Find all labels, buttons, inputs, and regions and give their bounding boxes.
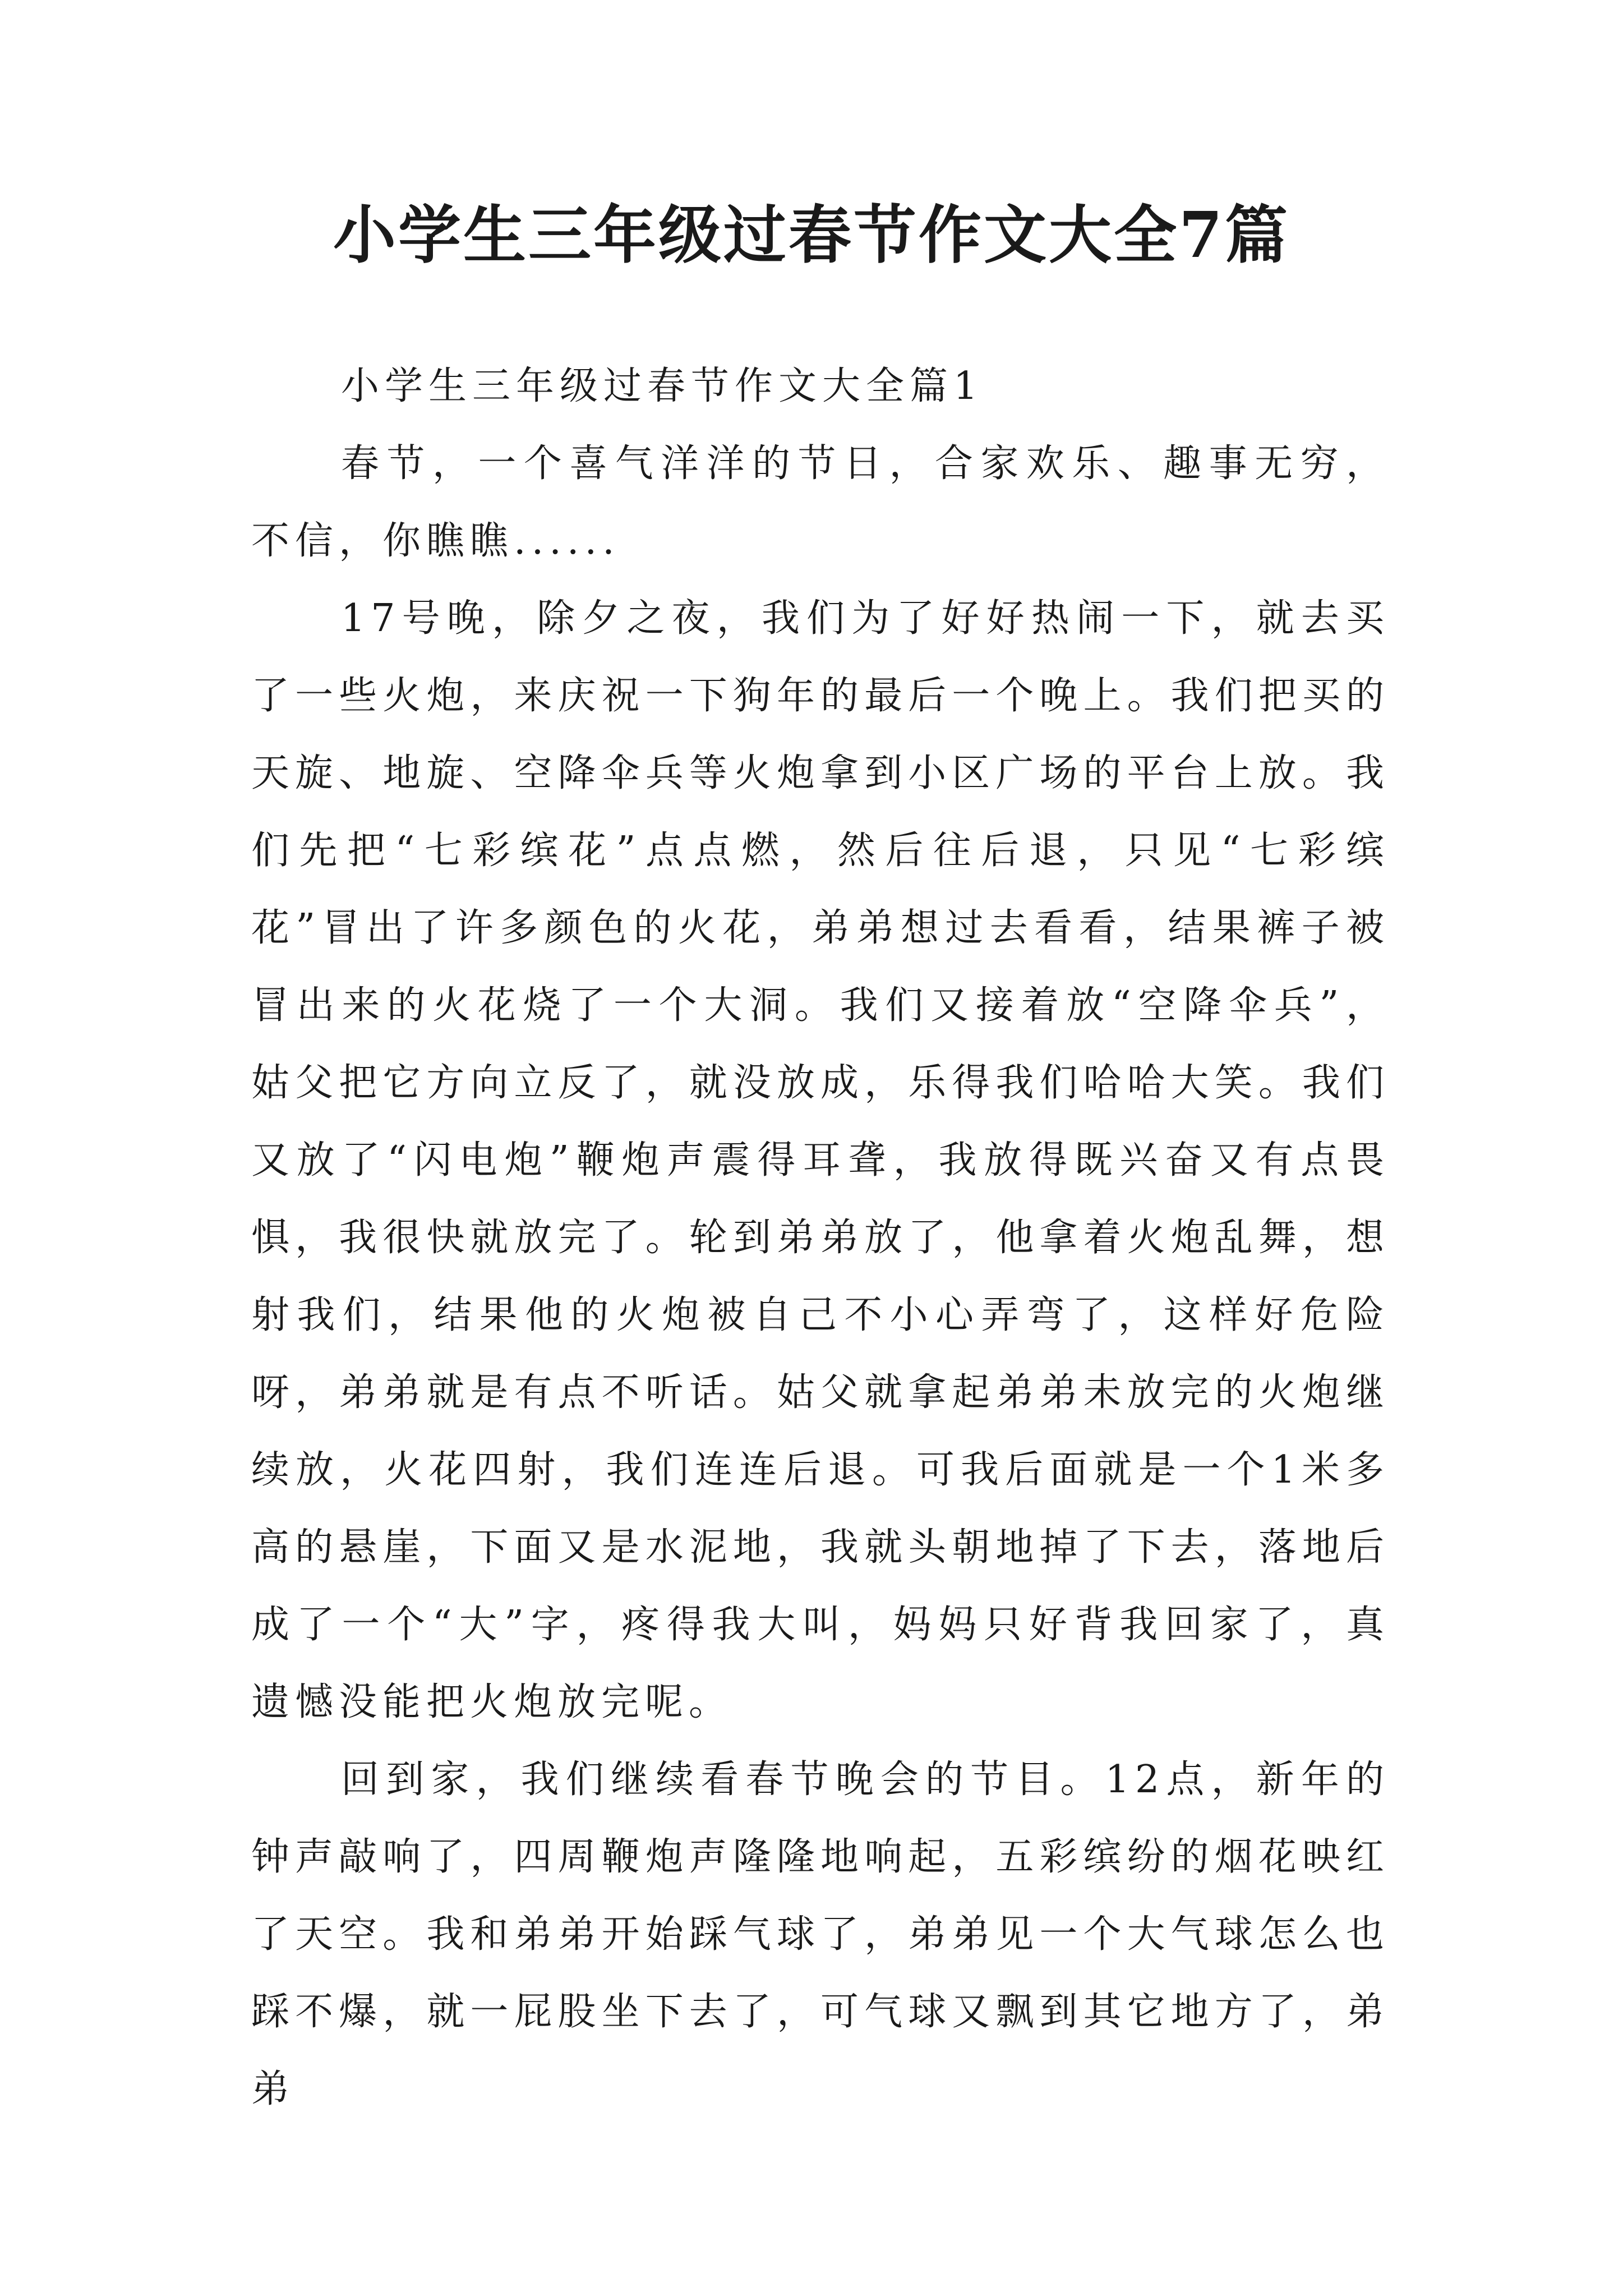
paragraph: 17号晚，除夕之夜，我们为了好好热闹一下，就去买了一些火炮，来庆祝一下狗年的最后一个晚上。我们把买的天旋、地旋、空降伞兵等火炮拿到小区广场的平台上放。我们先把“七彩缤花”点点燃，然后往后退，只见“七彩缤花”冒出了许多颜色的火花，弟弟想过去看看，结果裤子被冒出来的火花烧了一个大洞。我们又接着放“空降伞兵”，姑父把它方向立反了，就没放成，乐得我们哈哈大笑。我们又放了“闪电炮”鞭炮声震得耳聋，我放得既兴奋又有点畏惧，我很快就放完了。轮到弟弟放了，他拿着火炮乱舞，想射我们，结果他的火炮被自己不小心弄弯了，这样好危险呀，弟弟就是有点不听话。姑父就拿起弟弟未放完的火炮继续放，火花四射，我们连连后退。可我后面就是一个1米多高的悬崖，下面又是水泥地，我就头朝地掉了下去，落地后成了一个“大”字，疼得我大叫，妈妈只好背我回家了，真遗憾没能把火炮放完呢。 — [251, 596, 1390, 1724]
paragraph: 春节，一个喜气洋洋的节日，合家欢乐、趣事无穷，不信，你瞧瞧...... — [251, 441, 1390, 563]
paragraph: 回到家，我们继续看春节晚会的节目。12点，新年的钟声敲响了，四周鞭炮声隆隆地响起，五彩缤纷的烟花映红了天空。我和弟弟开始踩气球了，弟弟见一个大气球怎么也踩不爆，就一屁股坐下去了，可气球又飘到其它地方了，弟弟 — [251, 1757, 1390, 2111]
document-title: 小学生三年级过春节作文大全7篇 — [333, 199, 1290, 272]
document-body — [251, 348, 1390, 2128]
section-heading: 小学生三年级过春节作文大全篇1 — [341, 364, 984, 408]
